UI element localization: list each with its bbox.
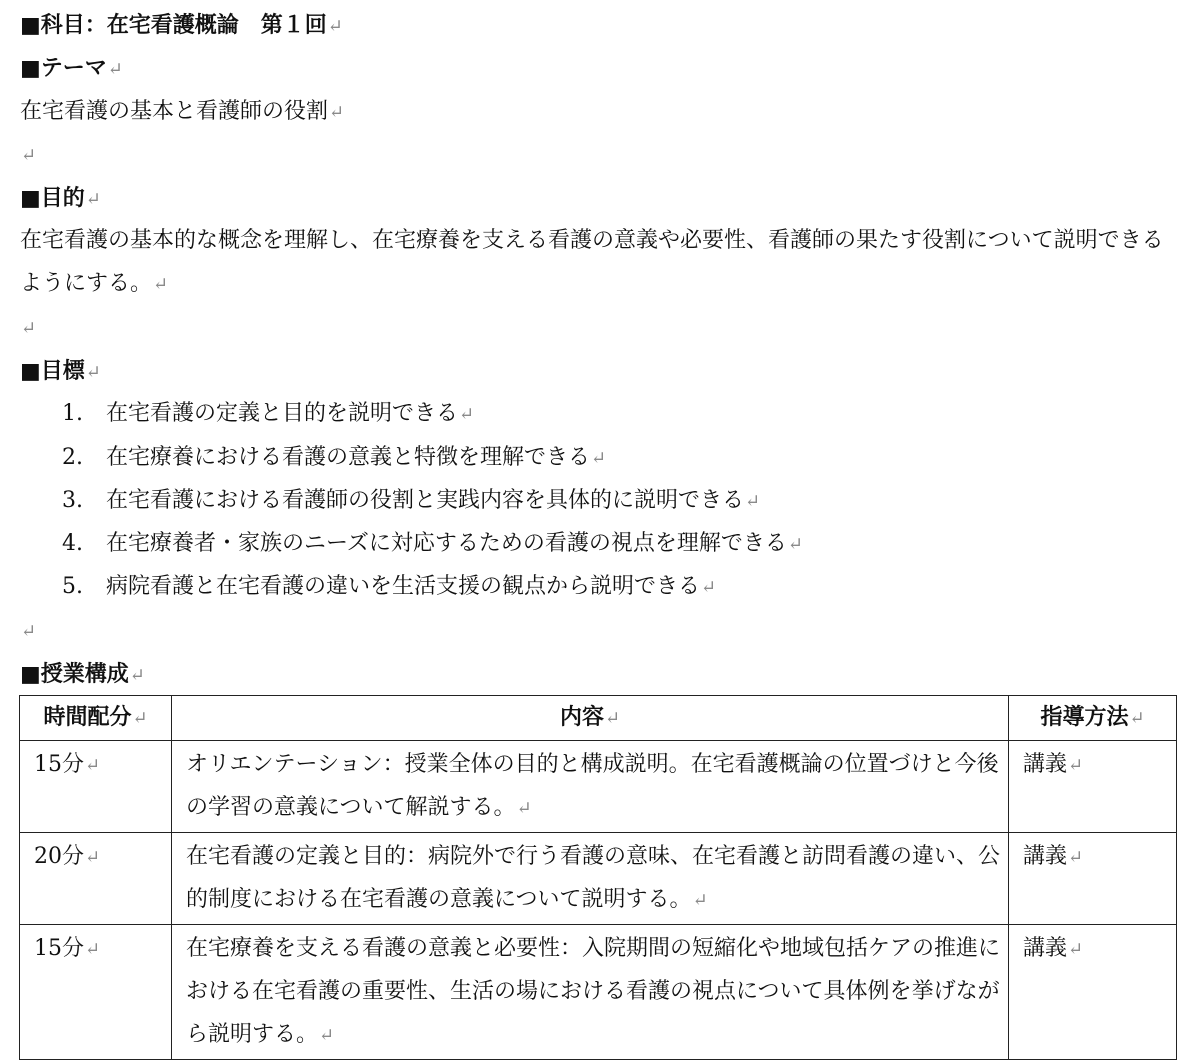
goal-item: 3. 在宅看護における看護師の役割と実践内容を具体的に説明できる↵ xyxy=(62,488,761,513)
cell-mark-icon: ↵ xyxy=(85,755,101,776)
paragraph-mark-icon: ↵ xyxy=(701,577,717,598)
theme-text: 在宅看護の基本と看護師の役割↵ xyxy=(20,99,345,124)
cell-mark-icon: ↵ xyxy=(692,890,708,911)
paragraph-mark-icon: ↵ xyxy=(459,404,475,425)
cell-mark-icon: ↵ xyxy=(1129,708,1145,729)
paragraph-mark-icon: ↵ xyxy=(107,59,123,80)
content-cell: 在宅療養を支える看護の意義と必要性：入院期間の短縮化や地域包括ケアの推進における在宅看護の重要性、生活の場における看護の視点について具体例を挙げながら説明する。↵ xyxy=(172,925,1009,1060)
cell-mark-icon: ↵ xyxy=(1068,847,1084,868)
cell-mark-icon: ↵ xyxy=(1068,755,1084,776)
empty-paragraph xyxy=(20,140,36,171)
cell-mark-icon: ↵ xyxy=(132,708,148,729)
method-cell: 講義↵ xyxy=(1009,925,1177,1060)
paragraph-mark-icon: ↵ xyxy=(745,491,761,512)
cell-mark-icon: ↵ xyxy=(319,1025,335,1046)
header-time: 時間配分↵ xyxy=(20,696,172,741)
lesson-structure-table xyxy=(19,695,1177,1060)
cell-mark-icon: ↵ xyxy=(1068,939,1084,960)
paragraph-mark-icon: ↵ xyxy=(21,318,37,339)
table-row xyxy=(20,833,1177,925)
content-cell: 在宅看護の定義と目的：病院外で行う看護の意味、在宅看護と訪問看護の違い、公的制度における在宅看護の意義について説明する。↵ xyxy=(172,833,1009,925)
goal-item: 5. 病院看護と在宅看護の違いを生活支援の観点から説明できる↵ xyxy=(62,574,717,599)
time-cell: 15分↵ xyxy=(20,741,172,833)
goal-item: 4. 在宅療養者・家族のニーズに対応するための看護の視点を理解できる↵ xyxy=(62,531,803,556)
header-method: 指導方法↵ xyxy=(1009,696,1177,741)
method-cell: 講義↵ xyxy=(1009,741,1177,833)
goal-item: 1. 在宅看護の定義と目的を説明できる↵ xyxy=(62,401,475,426)
subject-heading: ■科目：在宅看護概論 第１回↵ xyxy=(20,12,343,38)
theme-heading: ■テーマ↵ xyxy=(20,55,123,81)
cell-mark-icon: ↵ xyxy=(516,798,532,819)
empty-paragraph xyxy=(20,313,36,344)
method-cell: 講義↵ xyxy=(1009,833,1177,925)
table-header-row xyxy=(20,696,1177,741)
cell-mark-icon: ↵ xyxy=(85,847,101,868)
time-cell: 20分↵ xyxy=(20,833,172,925)
cell-mark-icon: ↵ xyxy=(604,708,621,729)
empty-paragraph xyxy=(20,616,36,647)
time-cell: 15分↵ xyxy=(20,925,172,1060)
table-row xyxy=(20,925,1177,1060)
paragraph-mark-icon: ↵ xyxy=(153,274,169,295)
paragraph-mark-icon: ↵ xyxy=(327,16,343,37)
paragraph-mark-icon: ↵ xyxy=(21,145,37,166)
goal-item: 2. 在宅療養における看護の意義と特徴を理解できる↵ xyxy=(62,445,607,470)
header-content: 内容↵ xyxy=(172,696,1009,741)
paragraph-mark-icon: ↵ xyxy=(129,665,145,686)
cell-mark-icon: ↵ xyxy=(85,939,101,960)
goals-heading: ■目標↵ xyxy=(20,358,101,384)
paragraph-mark-icon: ↵ xyxy=(85,362,101,383)
paragraph-mark-icon: ↵ xyxy=(85,189,101,210)
paragraph-mark-icon: ↵ xyxy=(21,621,37,642)
paragraph-mark-icon: ↵ xyxy=(591,448,607,469)
table-row xyxy=(20,741,1177,833)
purpose-text: 在宅看護の基本的な概念を理解し、在宅療養を支える看護の意義や必要性、看護師の果たす役割について説明できるようにする。↵ xyxy=(20,228,1164,296)
structure-heading: ■授業構成↵ xyxy=(20,661,145,687)
paragraph-mark-icon: ↵ xyxy=(329,102,345,123)
purpose-heading: ■目的↵ xyxy=(20,185,101,211)
content-cell: オリエンテーション：授業全体の目的と構成説明。在宅看護概論の位置づけと今後の学習の意義について解説する。↵ xyxy=(172,741,1009,833)
paragraph-mark-icon: ↵ xyxy=(787,534,803,555)
